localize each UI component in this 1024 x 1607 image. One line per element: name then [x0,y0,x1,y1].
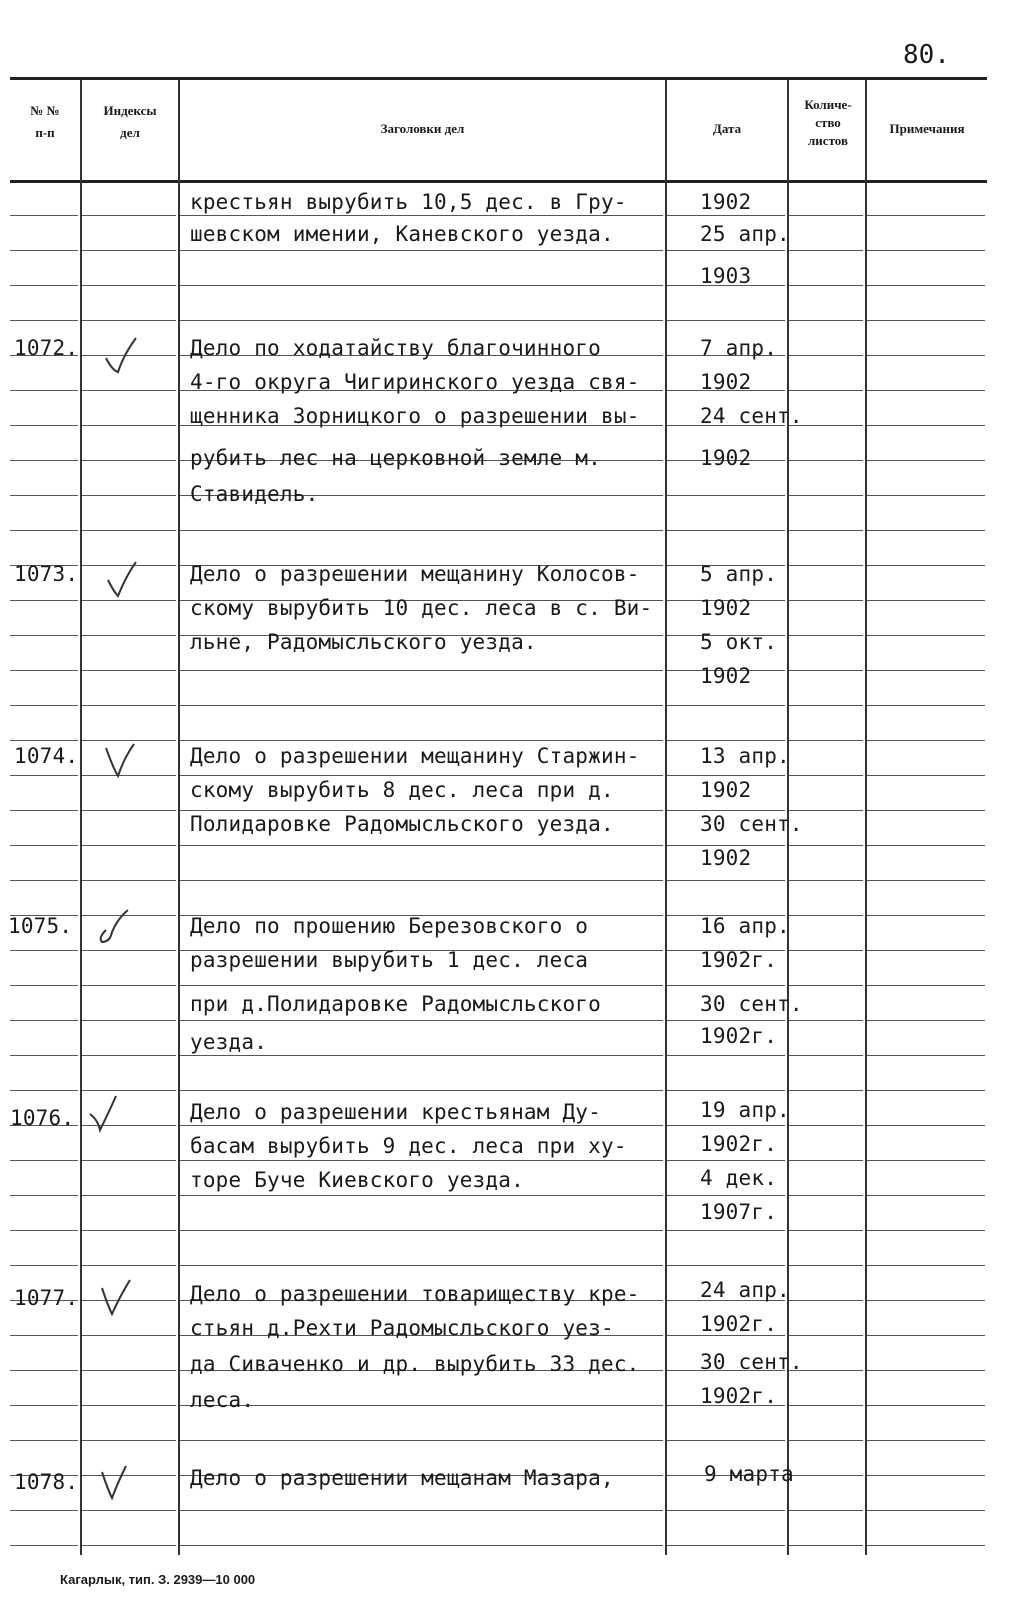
ruled-line [789,670,863,671]
ruled-line [867,460,985,461]
ruled-line [667,880,785,881]
entry-title-line: скому вырубить 8 дес. леса при д. [190,778,614,802]
ruled-line [82,1090,176,1091]
ruled-line [180,740,663,741]
ruled-line [867,740,985,741]
ruled-line [10,1090,78,1091]
ruled-line [789,1195,863,1196]
ruled-line [789,530,863,531]
ruled-line [82,670,176,671]
entry-date-line: 30 сент. [700,992,803,1016]
entry-title-line: Дело о разрешении мещанину Старжин- [190,744,640,768]
entry-number: 1076. [10,1106,75,1130]
ruled-line [867,1545,985,1546]
page-number: 80. [903,40,950,70]
ruled-line [180,880,663,881]
ruled-line [82,1265,176,1266]
header-index: Индексы дел [103,103,157,140]
ruled-line [10,1055,78,1056]
ruled-line [10,985,78,986]
ruled-line [789,355,863,356]
ruled-line [789,1545,863,1546]
ruled-line [82,1160,176,1161]
entry-date-line: 1902 [700,846,752,870]
printer-imprint: Кагарлык, тип. З. 2939—10 000 [60,1572,256,1587]
ruled-line [789,320,863,321]
entry-date-line: 1902 [700,370,752,394]
entry-date-line: 1902г. [700,1132,778,1156]
ruled-line [867,1090,985,1091]
ruled-line [867,1265,985,1266]
ruled-line [82,425,176,426]
ruled-line [789,635,863,636]
entry-title-line: 4-го округа Чигиринского уезда свя- [190,370,640,394]
entry-date-line: 1907г. [700,1200,778,1224]
ruled-line [667,810,785,811]
ruled-line [789,565,863,566]
header-title: Заголовки дел [380,121,465,136]
ruled-line [180,705,663,706]
ruled-line [867,880,985,881]
ruled-line [180,1265,663,1266]
ruled-line [789,1510,863,1511]
ruled-line [82,810,176,811]
ruled-line [789,1090,863,1091]
ruled-line [180,670,663,671]
ruled-line [867,1195,985,1196]
entry-title-line: щенника Зорницкого о разрешении вы- [190,404,640,428]
entry-date-line: 1902 [700,664,752,688]
ruled-line [867,635,985,636]
ruled-line [82,250,176,251]
entry-date-line: 1902г. [700,1024,778,1048]
ruled-line [10,845,78,846]
check-mark-icon [100,336,146,376]
entry-date-line: 13 апр. [700,744,790,768]
ruled-line [10,460,78,461]
header-top-rule [10,77,987,80]
ruled-line [867,705,985,706]
ruled-line [867,1405,985,1406]
ruled-line [667,1055,785,1056]
entry-title-line: Ставидель. [190,482,319,506]
entry-date-line: 1902 [700,596,752,620]
entry-date-line: 7 апр. [700,336,778,360]
header-notes: Примечания [889,121,965,136]
ruled-line [867,600,985,601]
ruled-line [667,1125,785,1126]
ruled-line [10,320,78,321]
ruled-line [10,530,78,531]
entry-title-line: леса. [190,1388,255,1412]
ruled-line [789,1440,863,1441]
ruled-line [10,1335,78,1336]
ruled-line [180,1020,663,1021]
ruled-line [867,775,985,776]
ruled-line [667,1090,785,1091]
entry-date-line: 24 апр. [700,1278,790,1302]
ruled-line [867,565,985,566]
ruled-line [82,215,176,216]
entry-title-line: Дело о разрешении товариществу кре- [190,1282,640,1306]
ruled-line [867,915,985,916]
entry-date-line: 1902г. [700,948,778,972]
entry-number: 1078. [14,1470,79,1494]
ruled-line [10,1020,78,1021]
ruled-line [82,1055,176,1056]
ruled-line [789,810,863,811]
ruled-line [10,1370,78,1371]
ruled-line [867,355,985,356]
ruled-line [10,775,78,776]
ruled-line [789,1405,863,1406]
ruled-line [667,215,785,216]
ruled-line [10,740,78,741]
ruled-line [180,215,663,216]
entry-title-line: рубить лес на церковной земле м. [190,446,601,470]
ruled-line [867,1125,985,1126]
ruled-line [10,600,78,601]
ruled-line [867,1230,985,1231]
ruled-line [789,1055,863,1056]
ruled-line [667,1510,785,1511]
ruled-line [10,635,78,636]
entry-title-line: Полидаровке Радомысльского уезда. [190,812,614,836]
entry-date-line: 4 дек. [700,1166,778,1190]
entry-title-line: Дело о разрешении крестьянам Ду- [190,1100,601,1124]
ruled-line [180,285,663,286]
ruled-line [82,950,176,951]
entry-title-line: при д.Полидаровке Радомысльского [190,992,601,1016]
ruled-line [789,915,863,916]
ruled-line [867,1160,985,1161]
ruled-line [867,1055,985,1056]
check-mark-icon [96,1278,142,1318]
ruled-line [789,740,863,741]
ruled-line [10,1265,78,1266]
ruled-line [180,775,663,776]
column-divider [178,80,180,1555]
ruled-line [82,530,176,531]
ruled-line [180,1055,663,1056]
ruled-line [667,1440,785,1441]
column-divider [80,80,82,1555]
ruled-line [667,1230,785,1231]
ruled-line [789,985,863,986]
ruled-line [789,215,863,216]
ruled-line [667,320,785,321]
ruled-line [82,1335,176,1336]
entry-title-line: торе Буче Киевского уезда. [190,1168,524,1192]
ruled-line [82,705,176,706]
ruled-line [180,845,663,846]
check-mark-icon [86,1094,132,1134]
ruled-line [867,1300,985,1301]
ruled-line [867,1335,985,1336]
entry-date-line: 5 апр. [700,562,778,586]
entry-date-line: 25 апр. [700,222,790,246]
ruled-line [82,600,176,601]
entry-title-line: Дело о разрешении мещанам Мазара, [190,1466,614,1490]
ruled-line [180,810,663,811]
ruled-line [867,1475,985,1476]
ruled-line [10,425,78,426]
ruled-line [789,1125,863,1126]
ruled-line [789,250,863,251]
ruled-line [667,250,785,251]
entry-date-line: 24 сент. [700,404,803,428]
ruled-line [667,530,785,531]
header-bottom-rule [10,180,987,183]
entry-title-line: Дело о разрешении мещанину Колосов- [190,562,640,586]
ruled-line [82,880,176,881]
ruled-line [789,880,863,881]
ruled-line [667,495,785,496]
entry-title-line: стьян д.Рехти Радомысльского уез- [190,1316,614,1340]
ruled-line [10,1195,78,1196]
ruled-line [789,845,863,846]
check-mark-icon [96,1462,142,1502]
ruled-line [82,985,176,986]
column-divider [865,80,867,1555]
ruled-line [82,285,176,286]
ruled-line [82,460,176,461]
ruled-line [10,250,78,251]
entry-number: 1074. [14,744,79,768]
ruled-line [82,495,176,496]
entry-title-line: да Сиваченко и др. вырубить 33 дес. [190,1352,640,1376]
ruled-line [82,390,176,391]
entry-title-line: шевском имении, Каневского уезда. [190,222,614,246]
ruled-line [789,1020,863,1021]
header-num: № № п-п [30,103,60,140]
ruled-line [10,285,78,286]
ruled-line [789,1160,863,1161]
ruled-line [10,810,78,811]
ruled-line [667,740,785,741]
ruled-line [789,285,863,286]
ruled-line [10,390,78,391]
ruled-line [867,1510,985,1511]
ruled-line [10,495,78,496]
ruled-line [667,985,785,986]
entry-number: 1072. [14,336,79,360]
ruled-line [667,705,785,706]
ruled-line [867,670,985,671]
ruled-line [867,810,985,811]
check-mark-icon [88,908,134,948]
ruled-line [10,950,78,951]
ruled-line [867,530,985,531]
ruled-line [82,1370,176,1371]
ruled-line [789,1475,863,1476]
ruled-line [789,1265,863,1266]
ruled-line [82,320,176,321]
check-mark-icon [100,560,146,600]
ruled-line [180,985,663,986]
entry-date-line: 19 апр. [700,1098,790,1122]
entry-date-line: 1902 [700,778,752,802]
ruled-line [867,390,985,391]
entry-date-line: 1902 [700,446,752,470]
ruled-line [10,1405,78,1406]
ruled-line [180,530,663,531]
entry-date-line: 16 апр. [700,914,790,938]
ruled-line [867,215,985,216]
ruled-line [180,1160,663,1161]
ruled-line [867,285,985,286]
column-divider [665,80,667,1555]
entry-title-line: льне, Радомысльского уезда. [190,630,537,654]
entry-date-line: 1902г. [700,1312,778,1336]
ruled-line [82,1510,176,1511]
entry-title-line: басам вырубить 9 дес. леса при ху- [190,1134,627,1158]
ruled-line [867,985,985,986]
ruled-line [867,845,985,846]
ruled-line [789,1300,863,1301]
ruled-line [180,1090,663,1091]
entry-title-line: скому вырубить 10 дес. леса в с. Ви- [190,596,653,620]
ruled-line [180,1545,663,1546]
ruled-line [180,1195,663,1196]
ruled-line [867,495,985,496]
ruled-line [82,635,176,636]
entry-title-line: уезда. [190,1030,268,1054]
header-count: Количе- ство листов [804,97,852,148]
ruled-line [82,1195,176,1196]
entry-date-line: 30 сент. [700,812,803,836]
ruled-line [180,1510,663,1511]
ruled-line [789,705,863,706]
ruled-line [867,1020,985,1021]
ruled-line [10,670,78,671]
ruled-line [180,1125,663,1126]
ruled-line [82,1440,176,1441]
ruled-line [867,950,985,951]
ruled-line [10,1510,78,1511]
entry-title-line: Дело по прошению Березовского о [190,914,589,938]
ruled-line [10,1440,78,1441]
entry-number: 1073. [14,562,79,586]
ruled-line [82,1230,176,1231]
entry-date-line: 30 сент. [700,1350,803,1374]
ruled-line [10,1230,78,1231]
ruled-line [82,1020,176,1021]
entry-date-line: 5 окт. [700,630,778,654]
ruled-line [180,1440,663,1441]
ruled-line [789,775,863,776]
header-date: Дата [712,121,742,136]
entry-number: 1077. [14,1286,79,1310]
entry-title-line: крестьян вырубить 10,5 дес. в Гру- [190,190,627,214]
ruled-line [667,1265,785,1266]
entry-date-line: 1903 [700,264,752,288]
ruled-line [789,1230,863,1231]
entry-title-line: разрешении вырубить 1 дес. леса [190,948,589,972]
ruled-line [789,950,863,951]
ruled-line [867,250,985,251]
ruled-line [180,250,663,251]
ruled-line [867,320,985,321]
entry-date-line: 1902 [700,190,752,214]
check-mark-icon [100,740,146,780]
ruled-line [82,1405,176,1406]
entry-number: 1075. [8,914,73,938]
ruled-line [789,460,863,461]
ruled-line [10,1160,78,1161]
ruled-line [10,705,78,706]
ruled-line [180,1230,663,1231]
ruled-line [667,775,785,776]
ruled-line [867,1370,985,1371]
ruled-line [10,880,78,881]
ruled-line [667,1195,785,1196]
ruled-line [789,495,863,496]
ruled-line [667,1160,785,1161]
ruled-line [867,425,985,426]
ruled-line [789,600,863,601]
ruled-line [789,390,863,391]
ruled-line [789,1335,863,1336]
ruled-line [180,320,663,321]
ruled-line [667,1545,785,1546]
entry-date-line: 9 марта [704,1462,794,1486]
ruled-line [667,1020,785,1021]
entry-title-line: Дело по ходатайству благочинного [190,336,601,360]
entry-date-line: 1902г. [700,1384,778,1408]
ruled-line [867,1440,985,1441]
ruled-line [82,1545,176,1546]
ruled-line [10,1545,78,1546]
ruled-line [10,215,78,216]
ruled-line [82,845,176,846]
